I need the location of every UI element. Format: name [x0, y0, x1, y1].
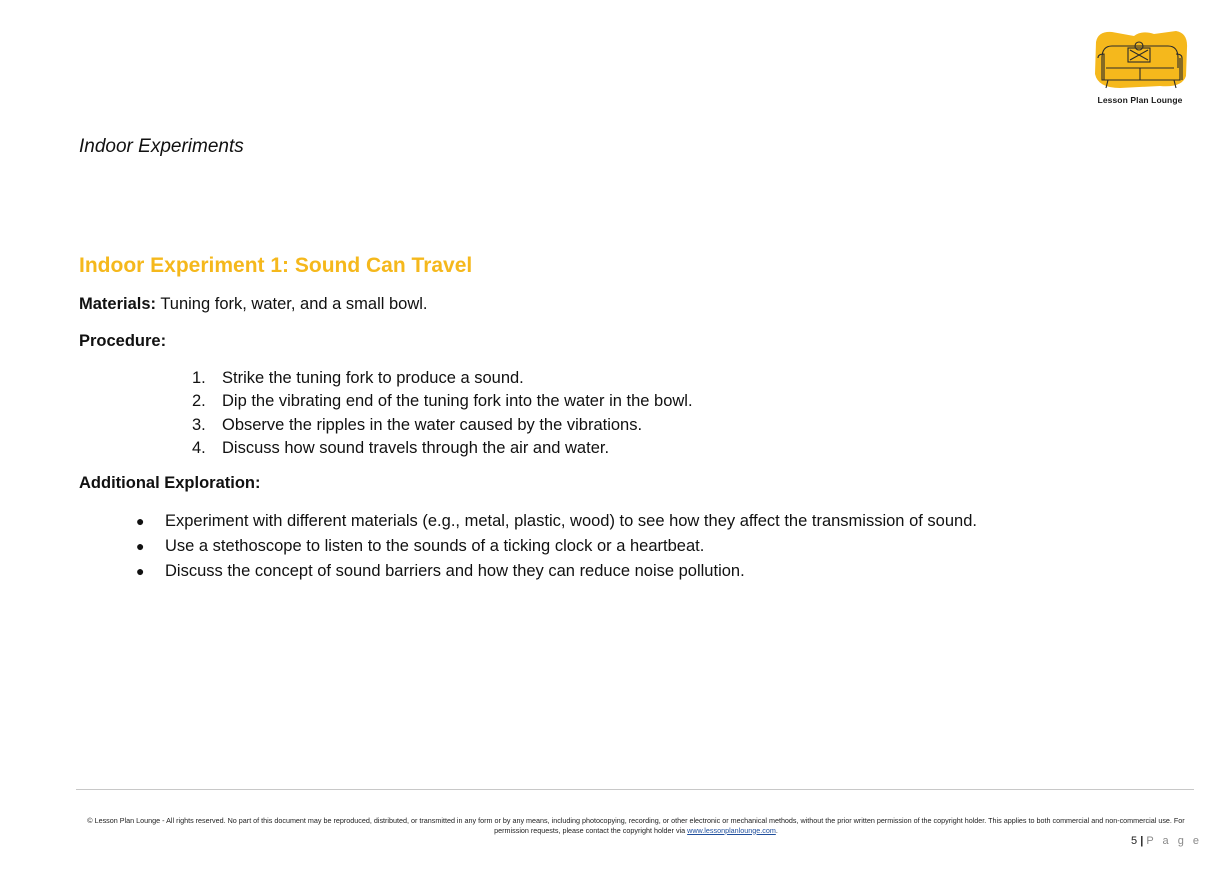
copyright-text: © Lesson Plan Lounge - All rights reserved. No part of this document may be reproduced, distributed, or transmitted in any form or by any means, including photocopying, recording, or other electronic or mechanical methods, without the prior written permission of the copyright holder. This applies to both commercial and non-commercial use. For permission requests, please contact the copyright holder via	[87, 816, 1185, 835]
step-number: 3.	[192, 415, 206, 434]
logo	[1090, 28, 1190, 108]
materials-text: Tuning fork, water, and a small bowl.	[156, 295, 428, 313]
exploration-item	[136, 561, 977, 586]
footer-divider	[76, 789, 1194, 790]
page-separator: |	[1140, 835, 1144, 847]
step-text: Dip the vibrating end of the tuning fork into the water in the bowl.	[222, 392, 693, 411]
sofa-logo-icon	[1090, 28, 1190, 94]
bullet-icon: ●	[136, 563, 145, 579]
page-number-value: 5	[1131, 835, 1138, 847]
page-number	[1131, 835, 1202, 847]
materials-line	[79, 295, 428, 314]
procedure-step	[192, 438, 693, 461]
exploration-list	[136, 511, 977, 586]
logo-text: Lesson Plan Lounge	[1097, 95, 1183, 105]
copyright-notice	[78, 816, 1194, 835]
exploration-item	[136, 536, 977, 561]
section-label: Indoor Experiments	[79, 136, 244, 157]
procedure-step	[192, 368, 693, 391]
procedure-label: Procedure:	[79, 332, 167, 350]
exploration-text: Discuss the concept of sound barriers and how they can reduce noise pollution.	[165, 562, 745, 580]
step-number: 2.	[192, 392, 206, 411]
bullet-icon: ●	[136, 513, 145, 529]
exploration-item	[136, 511, 977, 536]
copyright-end: .	[775, 825, 778, 835]
step-text: Discuss how sound travels through the air and water.	[222, 438, 610, 457]
exploration-text: Experiment with different materials (e.g., metal, plastic, wood) to see how they affect the transmission of sound.	[165, 512, 977, 530]
bullet-icon: ●	[136, 538, 145, 554]
step-text: Observe the ripples in the water caused by the vibrations.	[222, 415, 643, 434]
procedure-step	[192, 415, 693, 438]
materials-label: Materials:	[79, 295, 157, 313]
page-word: P a g e	[1146, 835, 1202, 847]
step-text: Strike the tuning fork to produce a sound.	[222, 369, 524, 387]
exploration-text: Use a stethoscope to listen to the sounds of a ticking clock or a heartbeat.	[165, 537, 705, 555]
step-number: 4.	[192, 438, 206, 457]
experiment-title: Indoor Experiment 1: Sound Can Travel	[79, 254, 473, 277]
website-link[interactable]: www.lessonplanlounge.com	[687, 825, 776, 835]
step-number: 1.	[192, 369, 206, 387]
procedure-steps	[192, 368, 693, 461]
exploration-label: Additional Exploration:	[79, 474, 261, 492]
procedure-step	[192, 391, 693, 414]
